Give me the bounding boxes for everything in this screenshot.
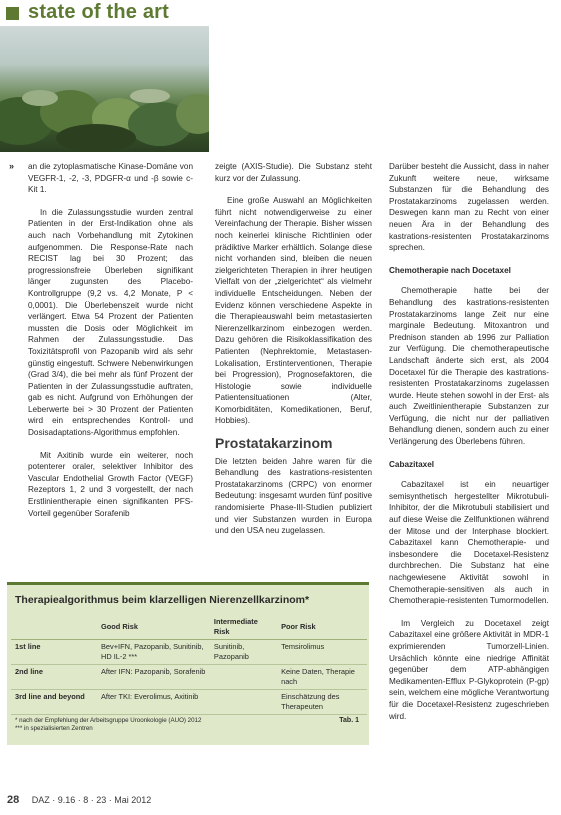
section-heading: Prostatakarzinom <box>215 435 333 452</box>
table-cell: Temsirolimus <box>277 640 367 665</box>
subheading: Cabazitaxel <box>389 459 435 469</box>
footnote: *** in spezialisierten Zentren <box>15 725 93 732</box>
table-cell <box>210 690 277 715</box>
garden-photo <box>0 26 209 152</box>
therapy-table <box>11 615 367 715</box>
table-footnotes <box>15 717 315 733</box>
table-header-row <box>11 615 367 640</box>
therapy-table-box <box>7 582 369 745</box>
paragraph: Cabazitaxel ist ein neuartiger semisynthetisch hergestellter Mikrotubuli-Inhibitor, der die Mikrotubuli stabilisiert und auf diese Weise die Zellfunktionen während der Mitose und der Interphase blockiert. Cabazitaxel kann Chemotherapie- und insbesondere die Docetaxel-Resistenz durchbrechen. Die Substanz hat eine nachgewiesene Aktivität sowohl in Chemotherapie-sensitiven als auch in Chemotherapie-resistenten Tumormodellen. <box>389 480 549 606</box>
text-column-3 <box>389 161 549 733</box>
table-row <box>11 640 367 665</box>
table-cell: Sunitinib, Pazopanib <box>210 640 277 665</box>
table-cell: Keine Daten, Therapie nach <box>277 665 367 690</box>
page-header <box>0 0 561 26</box>
table-row <box>11 690 367 715</box>
text-column-2 <box>215 161 372 548</box>
continue-arrow: » <box>9 161 15 171</box>
table-header: Good Risk <box>97 615 210 640</box>
page-footer <box>7 794 151 806</box>
table-cell: After IFN: Pazopanib, Sorafenib <box>97 665 210 690</box>
issue-info: DAZ · 9.16 · 8 · 23 · Mai 2012 <box>31 795 152 805</box>
paragraph: zeigte (AXIS-Studie). Die Substanz steht kurz vor der Zulassung. <box>215 162 372 183</box>
table-header: Poor Risk <box>277 615 367 640</box>
table-cell: Bev+IFN, Pazopanib, Sunitinib, HD IL-2 *** <box>97 640 210 665</box>
table-label: Tab. 1 <box>339 717 359 724</box>
row-label: 2nd line <box>11 665 97 690</box>
paragraph: Die letzten beiden Jahre waren für die Behandlung des kastrations-resistenten Prostatakarzinoms (CRPC) von enormer Bedeutung: insgesamt wurden fünf positive randomisierte Phase-III-Studien publiziert und vier Substanzen wurden in Europa und den USA neu zugelassen. <box>215 456 372 536</box>
section-title: state of the art <box>28 1 170 23</box>
paragraph: Im Vergleich zu Docetaxel zeigt Cabazitaxel eine größere Aktivität in MDR-1 exprimierenden Tumorzell-Linien. Ursächlich könnte eine niedrige Affinität gegenüber dem ATP-abhängigen Medikamenten-Efflux P-Glykoprotein (P-gp) sein, welchem eine mögliche Verantwortung für die Docetaxel-Resistenz zugeschrieben wird. <box>389 618 549 721</box>
table-row <box>11 665 367 690</box>
text-column-1 <box>28 161 193 530</box>
page-number: 28 <box>7 794 20 806</box>
paragraph: Mit Axitinib wurde ein weiterer, noch potenterer oraler, selektiver Inhibitor des Vascular Endothelial Growth Factor (VEGF) Rezeptors 1, 2 und 3 vorgestellt, der nach Erstlinientherapie einen signifikanten PFS-Vorteil gegenüber Sorafenib <box>28 450 193 518</box>
paragraph: an die zytoplasmatische Kinase-Domäne von VEGFR-1, -2, -3, PDGFR-α und -β sowie c-Kit 1. <box>28 162 193 195</box>
table-cell <box>210 665 277 690</box>
garden-photo-graphic <box>0 26 209 152</box>
paragraph: Chemotherapie hatte bei der Behandlung des kastrations-resistenten Prostatakarzinoms lange Zeit nur eine marginale Bedeutung. Mitoxantron und Prednison standen ab 1996 zur Palliation zur Verfügung. Die chemotherapeutische Landschaft änderte sich erst, als 2004 Docetaxel für die Therapie des kastrations-resistenten Prostatakarzinoms zugelassen wurde. Heute stehen sowohl in der Erst- als auch Zweitlinientherapie Substanzen zur Verfügung, die nicht nur der palliativen Behandlung dienen, sondern auch zu einer Verlängerung des Überlebens führen. <box>389 286 549 447</box>
paragraph: Darüber besteht die Aussicht, dass in naher Zukunft weitere neue, wirksame Substanzen für die Behandlung des Prostatakarzinoms zugelassen werden. Deswegen kann man zu Recht von einer neuen Ära in der Behandlung des kastrations-resistenten Prostatakarzinoms sprechen. <box>389 162 549 253</box>
paragraph: Eine große Auswahl an Möglichkeiten führt nicht notwendigerweise zu einer Vereinfachung der Therapie. Bisher wissen noch keinerlei klinische Richtlinien oder prädiktive Marker erhältlich. Solange diese nicht vorhanden sind, bleiben die neuen zielgerichteten Therapien in ihrer heutigen Vielfalt von der „zielgerichtet“ als vielmehr individuelle Entscheidungen. Neben der Evidenz können verschiedene Aspekte in die Therapieauswahl beim metastasierten Nierenzellkarzinom einbezogen werden. Dazu gehören die Risikoklassifikation des Patienten (Nephrektomie, Metastasen-Lokalisation, Erstinterventionen, Therapie bei Progression), Prognosefaktoren, die Histologie sowie individuelle Patientensituationen (Alter, Komorbiditäten, Komedikationen, Beruf, Hobbies). <box>215 196 372 426</box>
table-title: Therapiealgorithmus beim klarzelligen Nierenzellkarzinom* <box>15 594 310 606</box>
table-header <box>11 615 97 640</box>
subheading: Chemotherapie nach Docetaxel <box>389 265 511 275</box>
paragraph: In die Zulassungsstudie wurden zentral Patienten in der Erst-Indikation ohne als auch nach Vorbehandlung mit Zytokinen aufgenommen. Die Response-Rate nach RECIST lag bei 30 Prozent; das progressionsfreie Überleben signifikant länger zugunsten des Placebo-Kontrollgruppe (9,2 vs. 4,2 Monate, P < 0,0001). Die Überlebenszeit wurde nicht verlängert. Etwa 54 Prozent der Patienten mussten die Dosis oder Möglichkeit im Rahmen der Zulassungsstudie. Das Toxizitätsprofil von Pazopanib wird als sehr günstig eingestuft. Schwere Nebenwirkungen (Grad 3/4), die bei mehr als fünf Prozent der Patienten in der Zulassungsstudie auftraten, gab es nicht. Aufgrund von Erhöhungen der Leberwerte bei > 30 Prozent der Patienten wird ein entsprechendes Kontroll- und Dosisadaptations-Algorithmus empfohlen. <box>28 207 193 438</box>
table-header: Intermediate Risk <box>210 615 277 640</box>
footnote: * nach der Empfehlung der Arbeitsgruppe Uroonkologie (AUO) 2012 <box>15 717 202 724</box>
section-marker <box>6 7 19 20</box>
table-cell: After TKI: Everolimus, Axitinib <box>97 690 210 715</box>
table-cell: Einschätzung des Therapeuten <box>277 690 367 715</box>
row-label: 3rd line and beyond <box>11 690 97 715</box>
row-label: 1st line <box>11 640 97 665</box>
